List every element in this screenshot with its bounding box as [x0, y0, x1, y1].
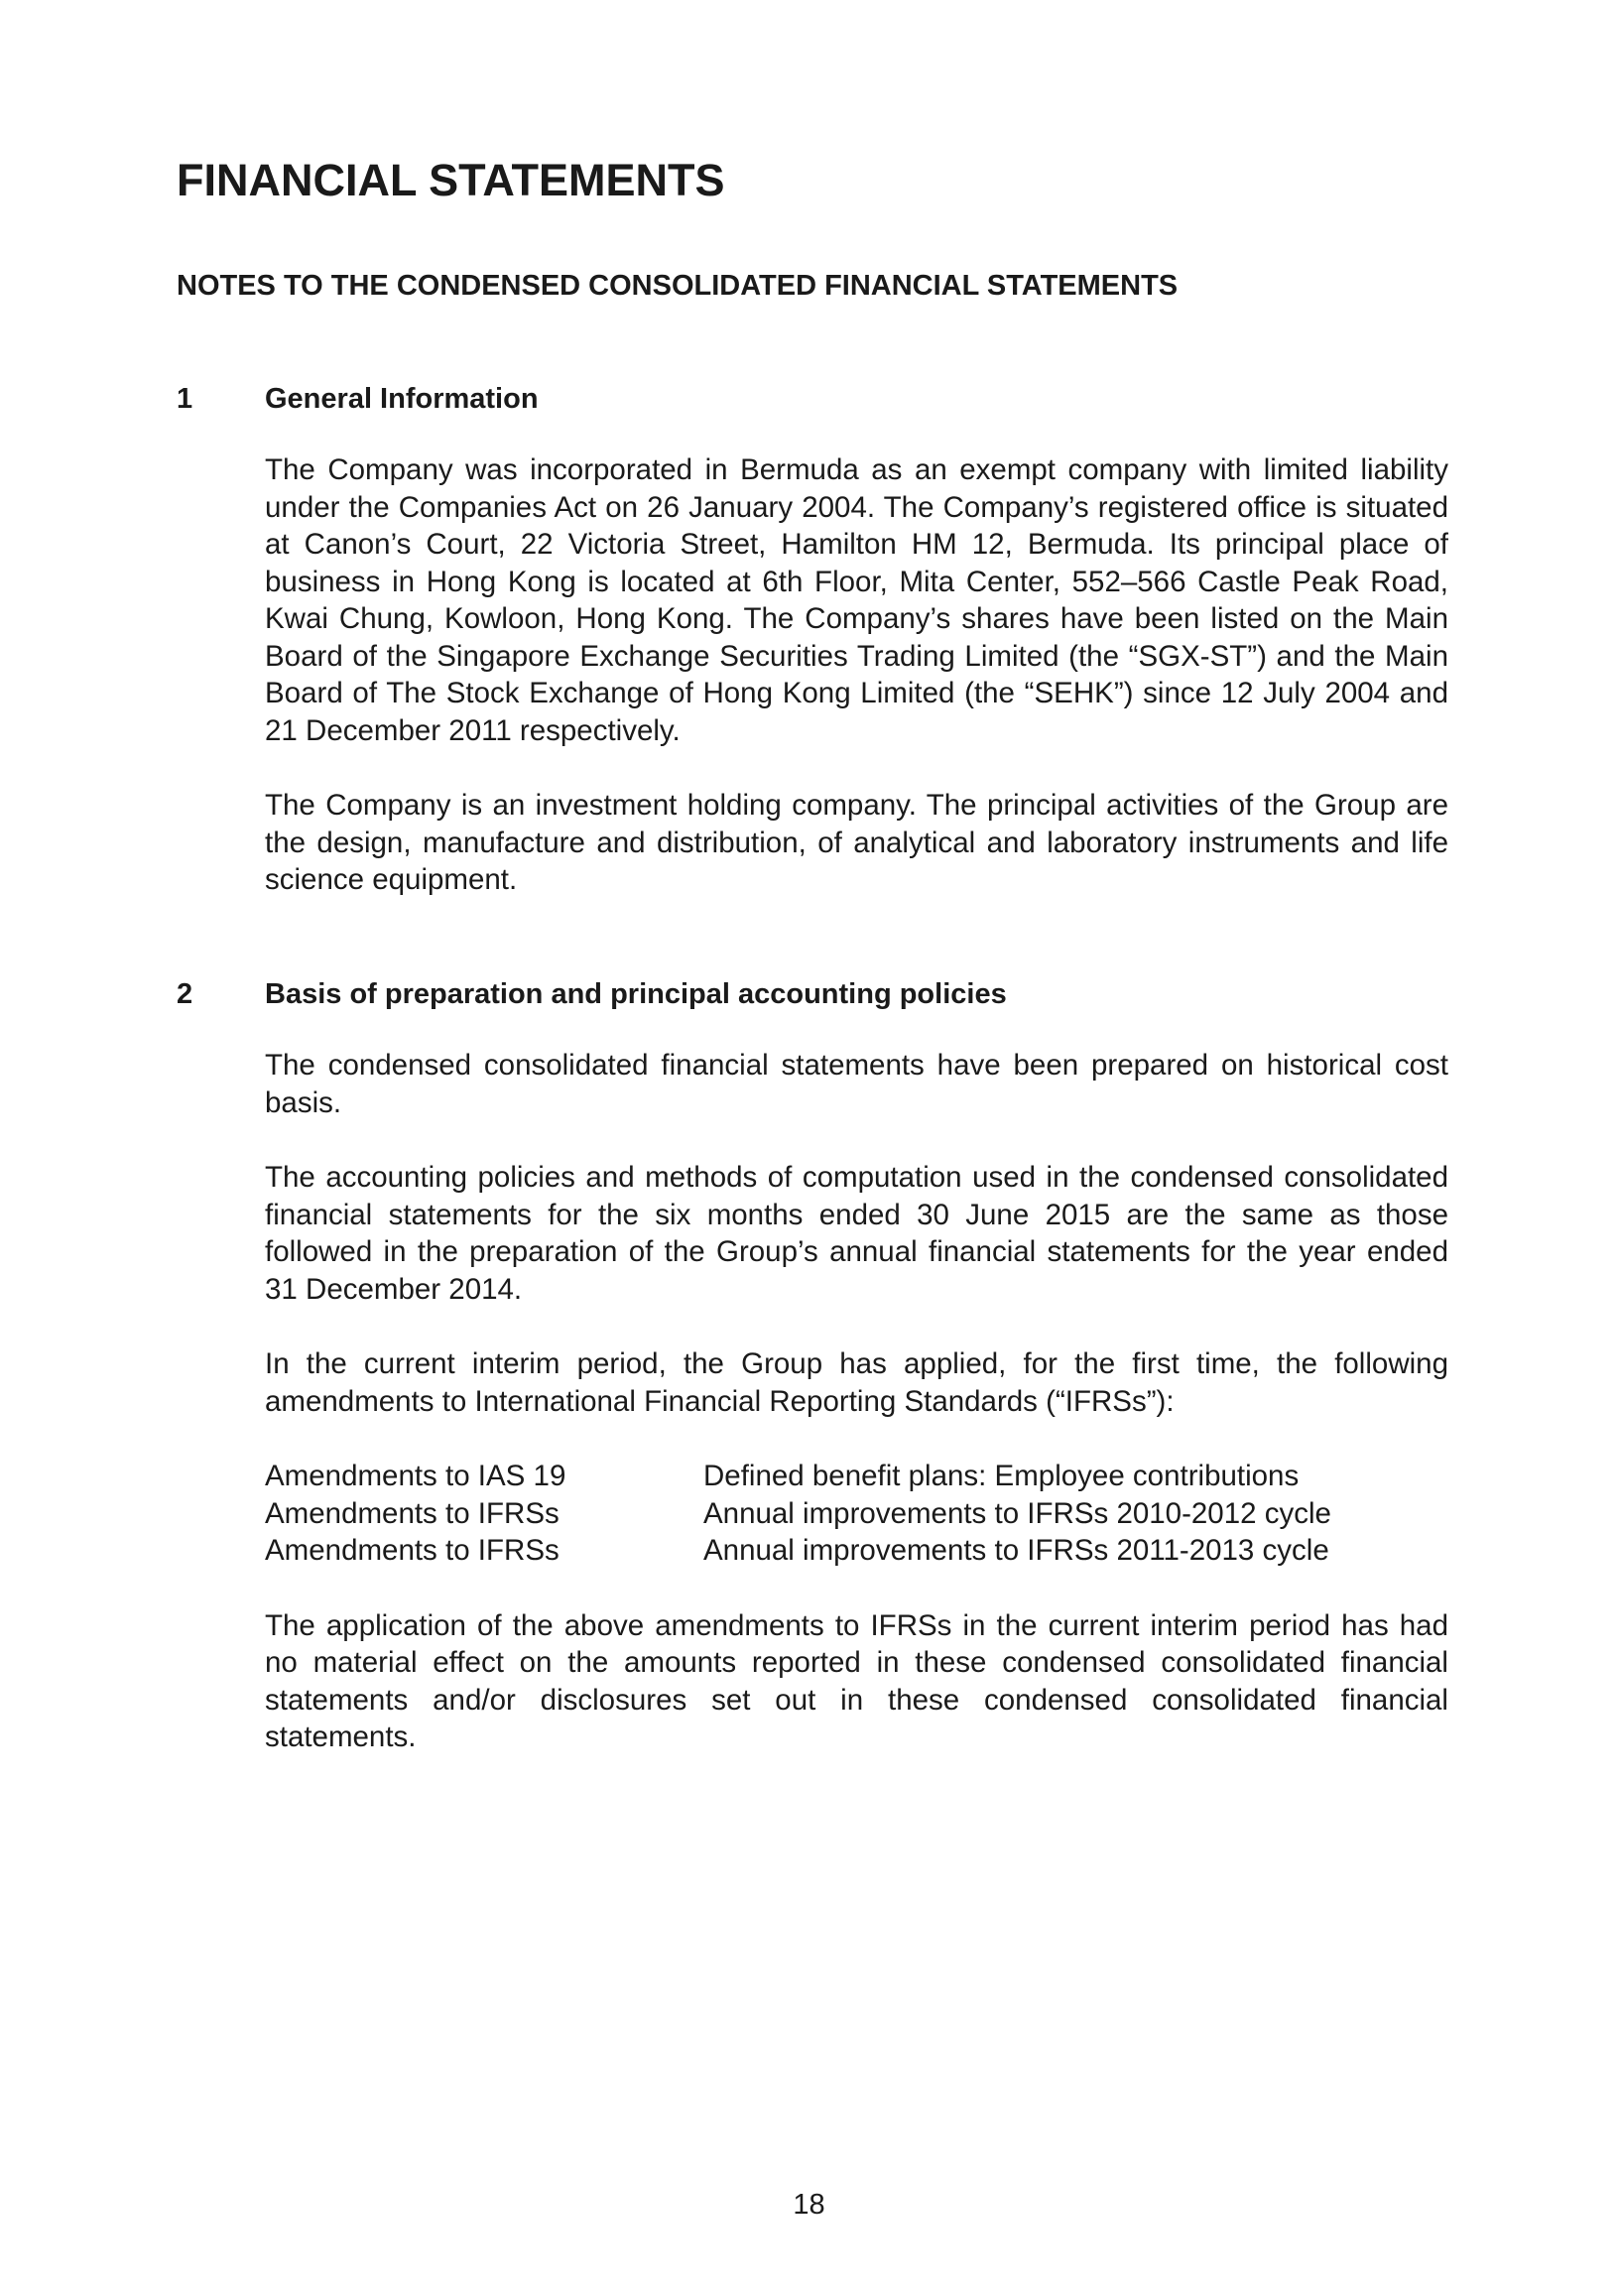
paragraph: The condensed consolidated financial statements have been prepared on historical cost basis. — [265, 1049, 1448, 1119]
amendment-standard: Amendments to IFRSs — [265, 1534, 560, 1567]
paragraph: The accounting policies and methods of computation used in the condensed consolidated financial statements for the six months ended 30 June 2015 are the same as those followed in the preparation of the Group’s annual financial statements for the year ended 31 December 2014. — [265, 1161, 1448, 1306]
amendment-description: Annual improvements to IFRSs 2010-2012 cycle — [703, 1496, 1331, 1530]
paragraph: The application of the above amendments to IFRSs in the current interim period has had no material effect on the amounts reported in these condensed consolidated financial statements and/or disclosures set out in these condensed consolidated financial statements. — [265, 1608, 1448, 1753]
amendment-standard: Amendments to IFRSs — [265, 1496, 560, 1530]
document-subtitle: NOTES TO THE CONDENSED CONSOLIDATED FINANCIAL STATEMENTS — [177, 270, 1179, 302]
section-body — [265, 1047, 1448, 1756]
table-row — [265, 1495, 1331, 1533]
document-title: FINANCIAL STATEMENTS — [177, 155, 725, 205]
amendment-standard: Amendments to IAS 19 — [265, 1460, 566, 1492]
page-number: 18 — [793, 2189, 825, 2221]
table-row — [265, 1532, 1331, 1570]
section-header — [177, 974, 1448, 1014]
table-row — [265, 1458, 1331, 1495]
amendment-description: Defined benefit plans: Employee contributions — [703, 1460, 1300, 1492]
amendments-table — [265, 1458, 1331, 1570]
section-body — [265, 451, 1448, 899]
section-number: 2 — [177, 978, 193, 1010]
section-basis-of-preparation — [177, 974, 1448, 1756]
section-general-information — [177, 379, 1448, 899]
section-header — [177, 379, 1448, 419]
section-heading: General Information — [265, 383, 539, 415]
paragraph: In the current interim period, the Group has applied, for the first time, the following amendments to International Financial Reporting Standards (“IFRSs”): — [265, 1347, 1448, 1418]
paragraph: The Company was incorporated in Bermuda as an exempt company with limited liability under the Companies Act on 26 January 2004. The Company’s registered office is situated at Canon’s Court, 22 Victoria Street, Hamilton HM 12, Bermuda. Its principal place of business in Hong Kong is located at 6th Floor, Mita Center, 552–566 Castle Peak Road, Kwai Chung, Kowloon, Hong Kong. The Company’s shares have been listed on the Main Board of the Singapore Exchange Securities Trading Limited (the “SGX-ST”) and the Main Board of The Stock Exchange of Hong Kong Limited (the “SEHK”) since 12 July 2004 and 21 December 2011 respectively. — [265, 453, 1448, 747]
section-heading: Basis of preparation and principal accounting policies — [265, 978, 1007, 1010]
amendment-description: Annual improvements to IFRSs 2011-2013 cycle — [703, 1534, 1329, 1567]
paragraph: The Company is an investment holding company. The principal activities of the Group are the design, manufacture and distribution, of analytical and laboratory instruments and life science equipment. — [265, 789, 1448, 896]
section-number: 1 — [177, 383, 193, 415]
